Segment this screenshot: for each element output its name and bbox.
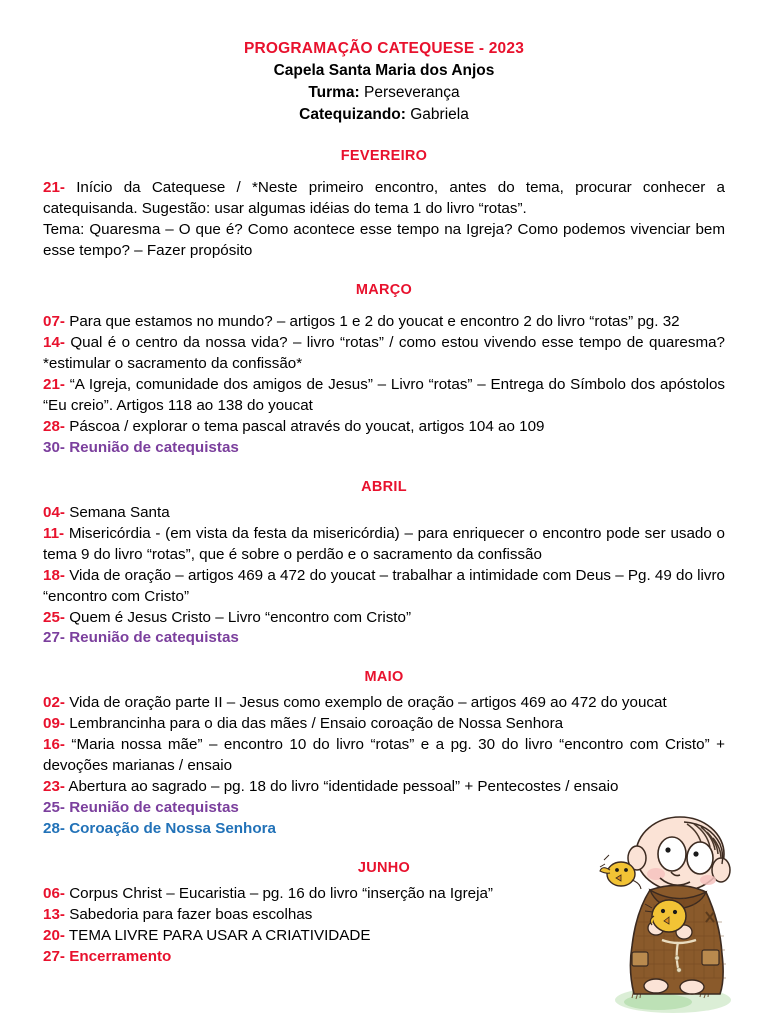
entry-day: 27-	[43, 948, 65, 966]
month-entry-list	[43, 884, 725, 968]
schedule-entry	[43, 905, 725, 926]
entry-text: Reunião de catequistas	[69, 799, 239, 817]
month-sections	[43, 140, 725, 968]
month-section	[43, 840, 725, 968]
entry-text: TEMA LIVRE PARA USAR A CRIATIVIDADE	[68, 927, 371, 945]
entry-text: Coroação de Nossa Senhora	[69, 820, 276, 838]
entry-text: Vida de oração – artigos 469 a 472 do youcat – trabalhar a intimidade com Deus – Pg. 49 do livro “encontro com Cristo”	[43, 566, 725, 605]
month-heading: JUNHO	[357, 860, 411, 877]
chapel-name: Capela Santa Maria dos Anjos	[273, 62, 495, 79]
entry-day: 16-	[43, 736, 65, 754]
turma-label: Turma:	[308, 84, 360, 101]
entry-day: 06-	[43, 885, 65, 903]
entry-text: Páscoa / explorar o tema pascal através do youcat, artigos 104 ao 109	[69, 417, 545, 435]
schedule-entry	[43, 608, 725, 629]
entry-day: 02-	[43, 694, 65, 712]
schedule-entry	[43, 375, 725, 417]
entry-day: 11-	[43, 524, 65, 542]
entry-day: 04-	[43, 503, 65, 521]
entry-day: 28-	[43, 417, 65, 435]
schedule-entry	[43, 220, 725, 262]
entry-text: “Maria nossa mãe” – encontro 10 do livro “rotas” e a pg. 30 do livro “encontro com Cristo” + devoções marianas / ensaio	[43, 736, 725, 775]
schedule-entry	[43, 798, 725, 819]
entry-day: 13-	[43, 906, 65, 924]
entry-day: 23-	[43, 778, 65, 796]
month-section	[43, 140, 725, 262]
schedule-entry	[43, 735, 725, 777]
schedule-entry	[43, 178, 725, 220]
entry-text: Início da Catequese / *Neste primeiro encontro, antes do tema, procurar conhecer a catequisanda. Sugestão: usar algumas idéias do tema 1 do livro “rotas”.	[43, 179, 725, 217]
entry-day: 20-	[43, 927, 65, 945]
month-heading: ABRIL	[361, 478, 407, 495]
month-heading: MARÇO	[355, 281, 413, 298]
schedule-entry	[43, 884, 725, 905]
entry-text: “A Igreja, comunidade dos amigos de Jesus” – Livro “rotas” – Entrega do Símbolo dos apóstolos “Eu creio”. Artigos 118 ao 138 do youcat	[43, 375, 725, 414]
month-section	[43, 262, 725, 459]
entry-text: Misericórdia - (em vista da festa da misericórdia) – para enriquecer o encontro pode ser usado o tema 9 do livro “rotas”, que é sobre o perdão e o sacramento da confissão	[43, 524, 725, 563]
schedule-entry	[43, 628, 725, 649]
month-section	[43, 649, 725, 840]
month-entry-list	[43, 178, 725, 262]
catequizando-label: Catequizando:	[299, 106, 406, 123]
catequizando-field	[43, 104, 725, 126]
entry-text: Encerramento	[69, 948, 172, 966]
entry-text: Reunião de catequistas	[69, 629, 239, 647]
schedule-entry	[43, 926, 725, 947]
document-header	[43, 38, 725, 126]
schedule-entry	[43, 333, 725, 375]
month-entry-list	[43, 503, 725, 650]
entry-day: 21-	[43, 179, 65, 196]
entry-day: 18-	[43, 566, 65, 584]
turma-field	[43, 82, 725, 104]
entry-day: 09-	[43, 715, 65, 733]
schedule-entry	[43, 524, 725, 566]
entry-day: 07-	[43, 312, 65, 330]
entry-text: Lembrancinha para o dia das mães / Ensaio coroação de Nossa Senhora	[69, 715, 564, 733]
entry-text: Reunião de catequistas	[69, 438, 239, 456]
entry-text: Para que estamos no mundo? – artigos 1 e 2 do youcat e encontro 2 do livro “rotas” pg. 32	[69, 312, 680, 330]
month-heading: MAIO	[364, 669, 404, 686]
entry-day: 30-	[43, 438, 65, 456]
entry-day: 14-	[43, 333, 65, 351]
schedule-entry	[43, 566, 725, 608]
entry-day: 21-	[43, 375, 65, 393]
month-entry-list	[43, 693, 725, 840]
schedule-entry	[43, 438, 725, 459]
page-title: PROGRAMAÇÃO CATEQUESE - 2023	[243, 40, 525, 57]
entry-text: Qual é o centro da nossa vida? – livro “rotas” / como estou vivendo esse tempo de quaresma? *estimular o sacramento da confissão*	[43, 333, 725, 372]
entry-text: Quem é Jesus Cristo – Livro “encontro com Cristo”	[69, 608, 412, 626]
entry-text: Vida de oração parte II – Jesus como exemplo de oração – artigos 469 ao 472 do youcat	[69, 694, 667, 712]
month-section	[43, 459, 725, 650]
catequizando-value: Gabriela	[410, 106, 469, 123]
schedule-entry	[43, 417, 725, 438]
entry-day: 25-	[43, 799, 65, 817]
schedule-entry	[43, 714, 725, 735]
schedule-entry	[43, 777, 725, 798]
entry-text: Sabedoria para fazer boas escolhas	[69, 906, 313, 924]
schedule-entry	[43, 819, 725, 840]
entry-day: 27-	[43, 629, 65, 647]
entry-text: Abertura ao sagrado – pg. 18 do livro “identidade pessoal” + Pentecostes / ensaio	[68, 778, 619, 796]
turma-value: Perseverança	[364, 84, 460, 101]
document-content	[43, 0, 725, 968]
month-entry-list	[43, 312, 725, 459]
schedule-entry	[43, 503, 725, 524]
entry-text: Semana Santa	[69, 503, 170, 521]
entry-text: Tema: Quaresma – O que é? Como acontece esse tempo na Igreja? Como podemos vivenciar bem esse tempo? – Fazer propósito	[43, 220, 725, 259]
entry-text: Corpus Christ – Eucaristia – pg. 16 do livro “inserção na Igreja”	[69, 885, 493, 903]
entry-day: 25-	[43, 608, 65, 626]
entry-day: 28-	[43, 820, 65, 838]
schedule-entry	[43, 693, 725, 714]
month-heading: FEVEREIRO	[340, 148, 428, 164]
schedule-entry	[43, 312, 725, 333]
schedule-entry	[43, 947, 725, 968]
